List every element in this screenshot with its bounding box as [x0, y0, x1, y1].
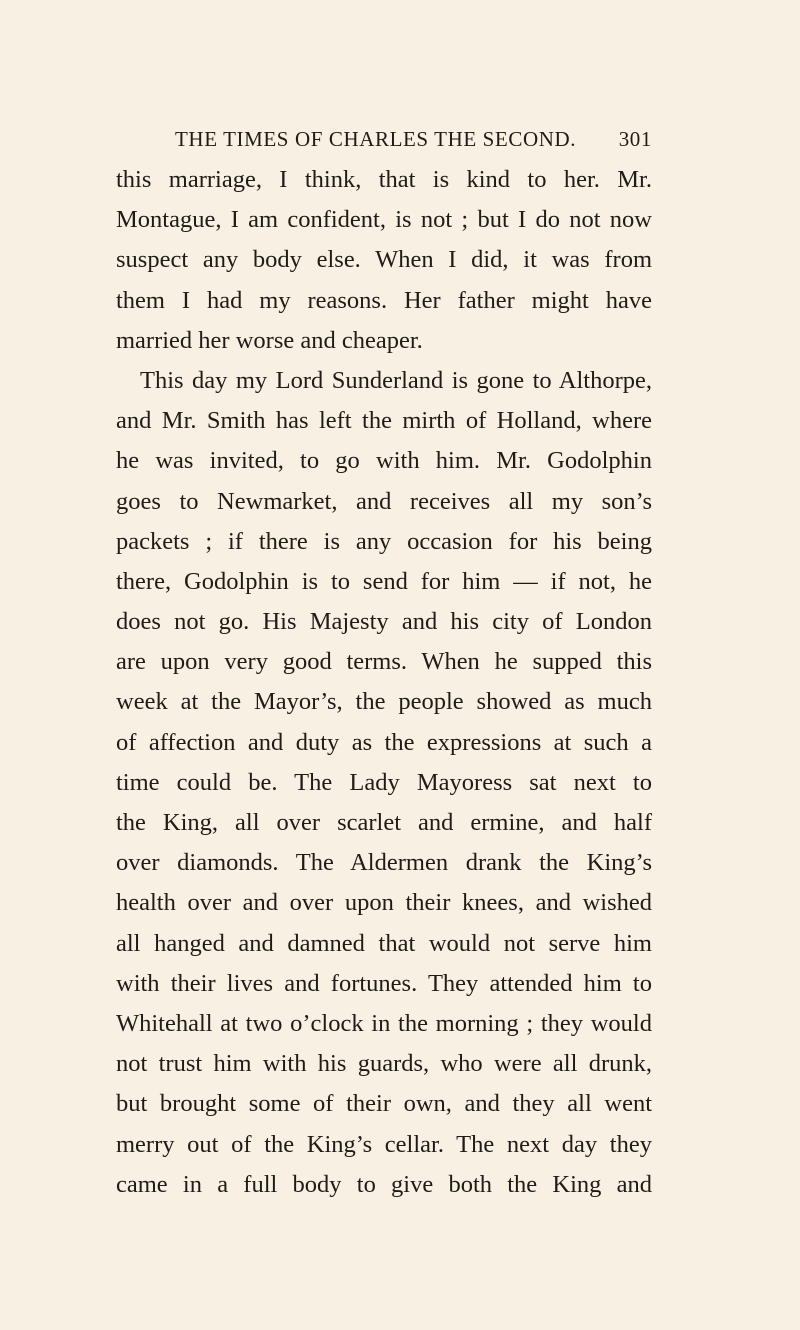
text-line: Montague, I am confident, is not ; but I do not now: [116, 206, 652, 234]
page-number: 301: [618, 127, 652, 151]
text-line: Whitehall at two o’clock in the morning ; they would: [116, 1009, 652, 1037]
text-line: week at the Mayor’s, the people showed as much: [116, 688, 652, 716]
text-line: This day my Lord Sunderland is gone to Althorpe,: [140, 366, 652, 394]
text-line: does not go. His Majesty and his city of London: [116, 608, 652, 636]
body-text: [116, 160, 652, 1205]
running-title: THE TIMES OF CHARLES THE SECOND.: [175, 127, 577, 151]
text-line: but brought some of their own, and they all went: [116, 1090, 652, 1118]
text-line: there, Godolphin is to send for him — if not, he: [116, 567, 652, 595]
running-head: [175, 124, 652, 154]
text-line: not trust him with his guards, who were all drunk,: [116, 1050, 652, 1078]
text-line: time could be. The Lady Mayoress sat next to: [116, 768, 652, 796]
text-line: merry out of the King’s cellar. The next day they: [116, 1130, 652, 1158]
text-line: this marriage, I think, that is kind to her. Mr.: [116, 166, 652, 193]
text-line: all hanged and damned that would not serve him: [116, 929, 652, 957]
text-line: came in a full body to give both the King and: [116, 1170, 652, 1198]
text-line: he was invited, to go with him. Mr. Godolphin: [116, 447, 652, 475]
text-line: suspect any body else. When I did, it was from: [116, 246, 652, 274]
text-line: them I had my reasons. Her father might have: [116, 286, 652, 314]
text-line: the King, all over scarlet and ermine, and half: [116, 809, 652, 836]
text-line: goes to Newmarket, and receives all my son’s: [116, 487, 652, 515]
text-line: married her worse and cheaper.: [116, 326, 423, 354]
text-line: are upon very good terms. When he supped this: [116, 648, 652, 676]
text-line: packets ; if there is any occasion for his being: [116, 527, 652, 555]
text-line: health over and over upon their knees, and wished: [116, 889, 652, 917]
text-line: over diamonds. The Aldermen drank the King’s: [116, 849, 652, 877]
text-line: with their lives and fortunes. They attended him to: [116, 969, 652, 997]
text-line: and Mr. Smith has left the mirth of Holland, where: [116, 407, 652, 435]
text-line: of affection and duty as the expressions at such a: [116, 728, 652, 756]
